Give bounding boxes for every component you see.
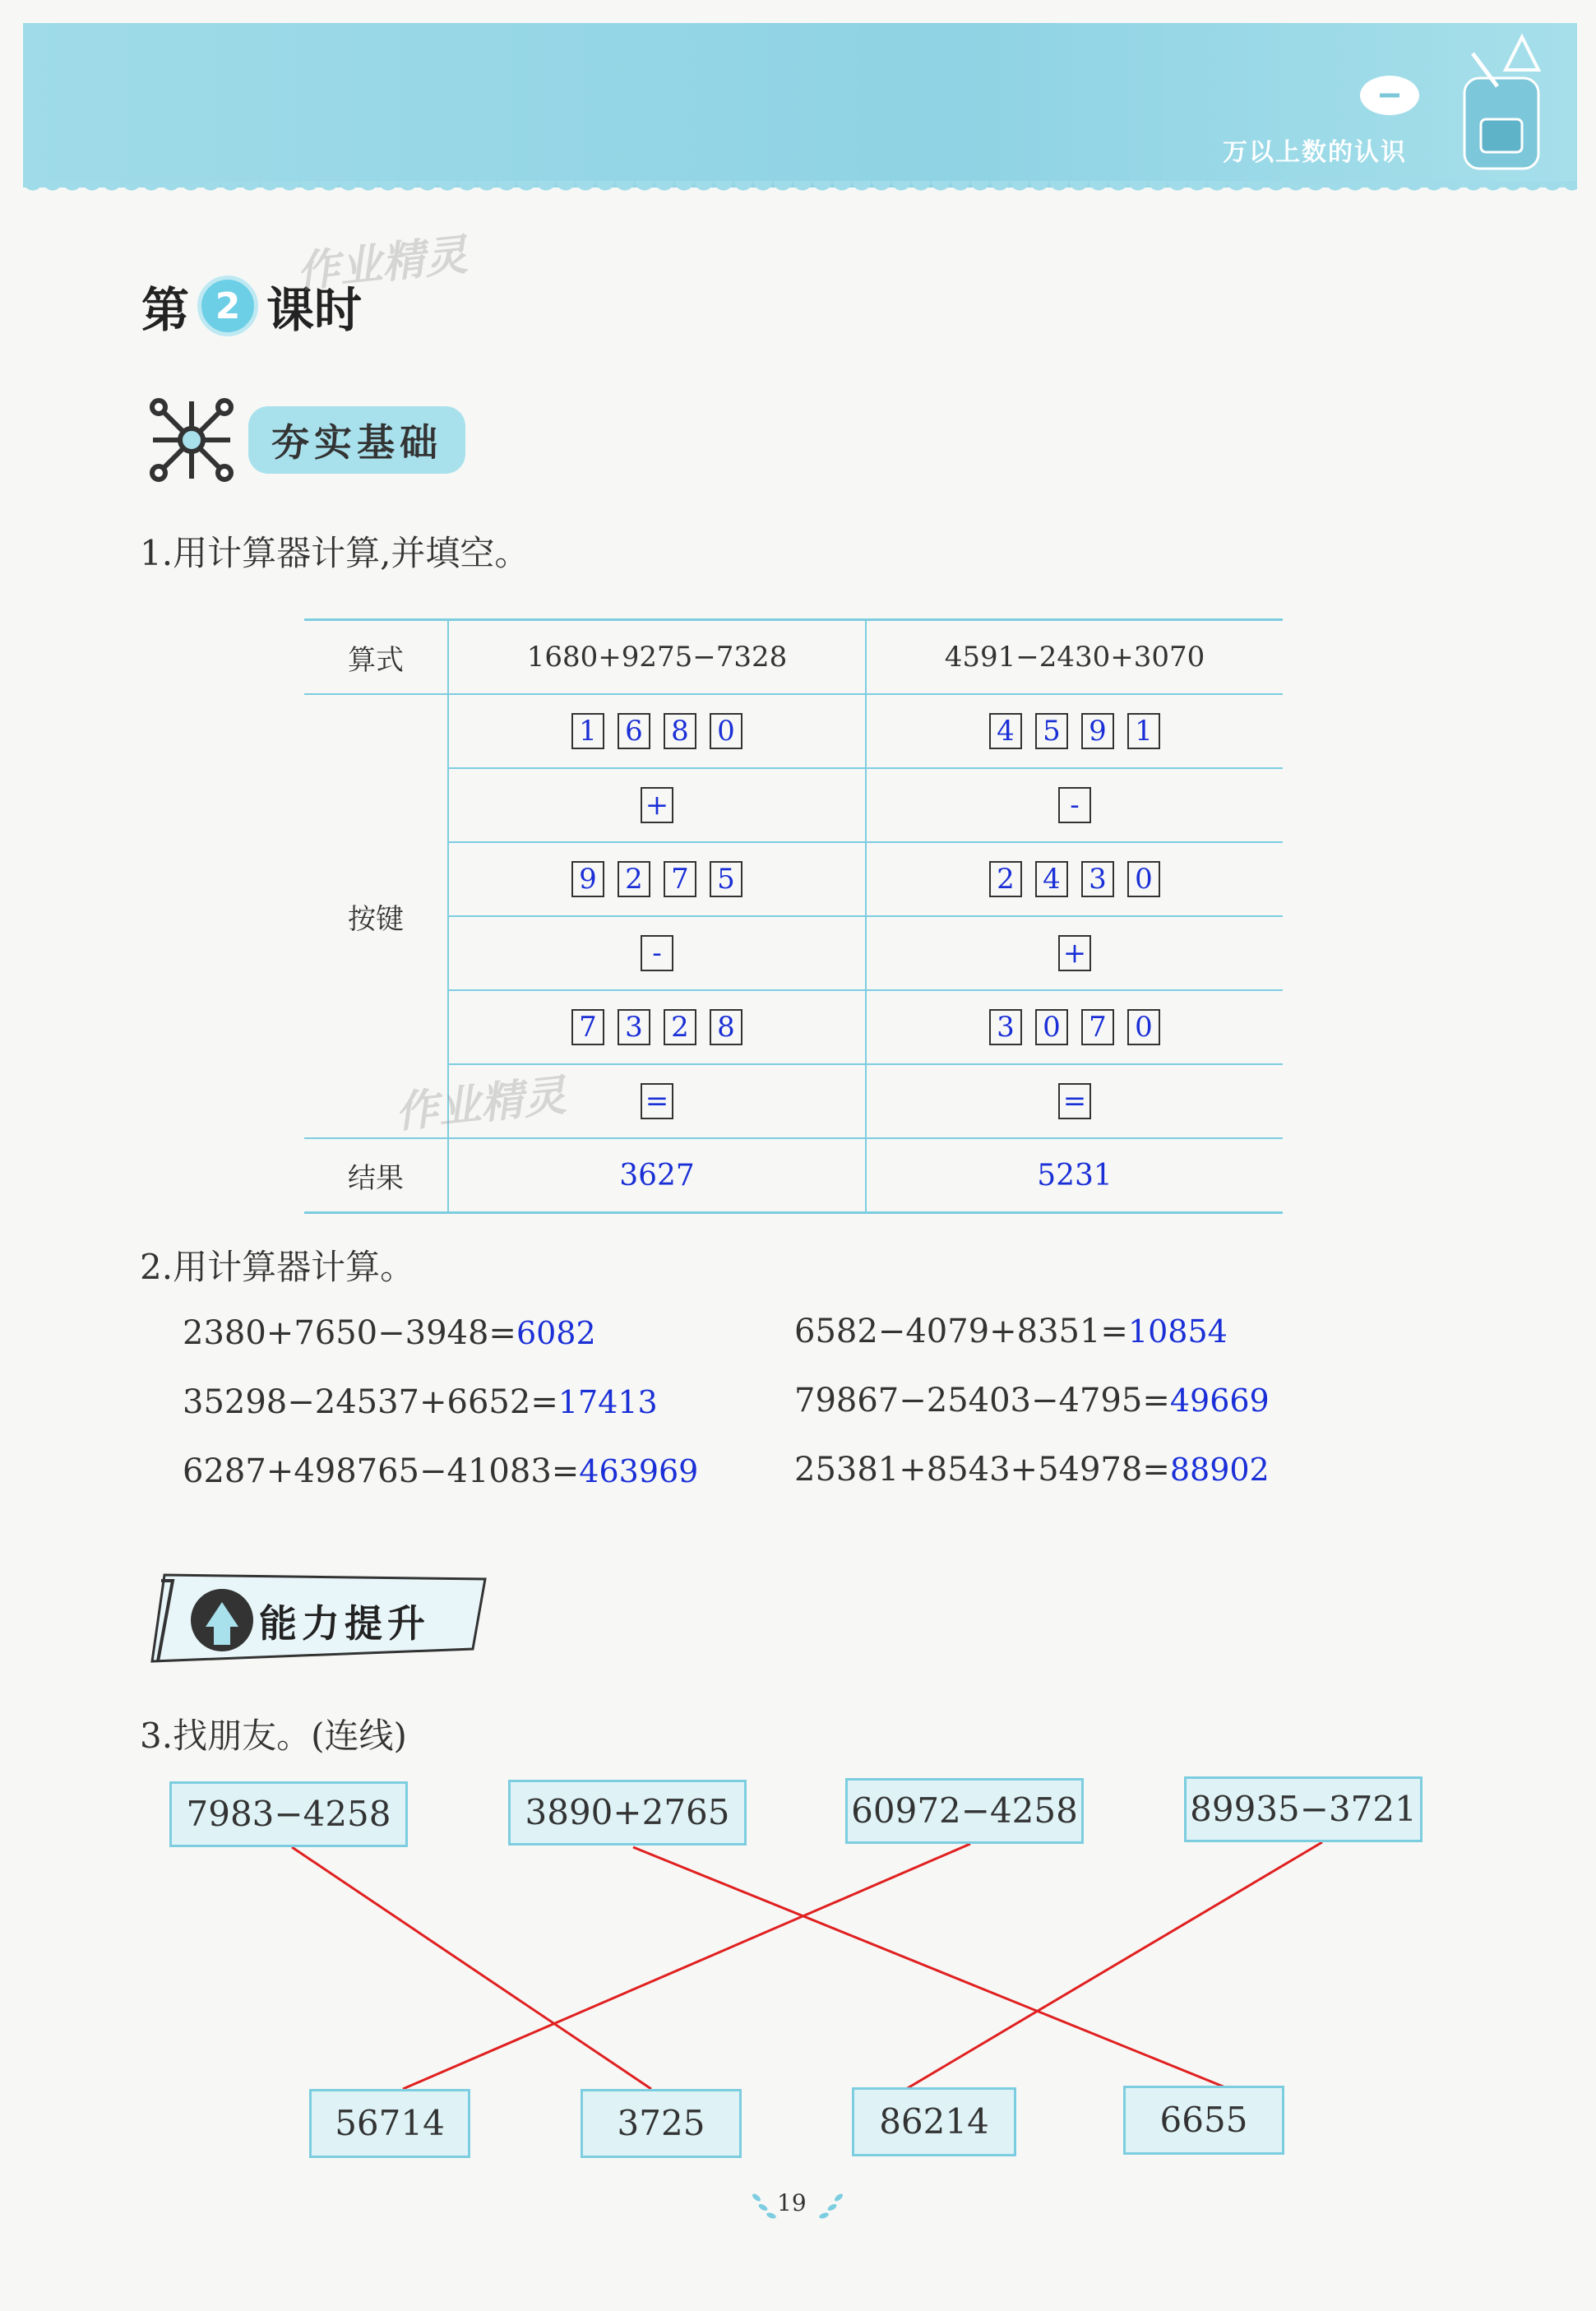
- equation-answer: 88902: [1169, 1452, 1270, 1488]
- row-label-result: 结果: [304, 1138, 448, 1213]
- formula-cell: 4591−2430+3070: [866, 620, 1283, 695]
- chapter-title: 万以上数的认识: [1223, 138, 1407, 167]
- key-box: -: [641, 935, 673, 971]
- key-box: 2: [989, 861, 1022, 897]
- key-box: 3: [618, 1009, 650, 1045]
- equation-answer: 10854: [1127, 1313, 1228, 1350]
- match-box-top[interactable]: 89935−3721: [1184, 1776, 1423, 1842]
- key-box: 8: [664, 713, 696, 749]
- watermark: 作业精灵: [294, 230, 470, 298]
- equation-answer: 463969: [579, 1453, 699, 1489]
- section-title: 能力提升: [259, 1601, 430, 1646]
- key-box: 6: [618, 713, 650, 749]
- row-label-keys: 按键: [304, 694, 448, 1138]
- equation-expr: 6287+498765−41083=: [183, 1452, 580, 1490]
- match-box-bottom[interactable]: 6655: [1123, 2086, 1284, 2155]
- key-box: 0: [1127, 1009, 1160, 1045]
- key-box: 0: [1035, 1009, 1068, 1045]
- equation-expr: 79867−25403−4795=: [794, 1382, 1170, 1419]
- lesson-prefix: 第: [141, 282, 190, 338]
- match-box-bottom[interactable]: 3725: [581, 2089, 742, 2158]
- key-box: +: [1058, 935, 1091, 971]
- key-box: =: [641, 1083, 673, 1119]
- key-box: 7: [664, 861, 696, 897]
- equation-expr: 25381+8543+54978=: [794, 1451, 1170, 1489]
- question-1-prompt: 1.用计算器计算,并填空。: [140, 533, 530, 573]
- question-2-prompt: 2.用计算器计算。: [140, 1247, 415, 1287]
- formula-cell: 1680+9275−7328: [448, 620, 866, 695]
- key-box: 9: [1081, 713, 1114, 749]
- equation-answer: 17413: [557, 1384, 658, 1420]
- key-box: -: [1058, 787, 1091, 823]
- key-box: 7: [1081, 1009, 1114, 1045]
- key-box: 4: [1035, 861, 1068, 897]
- key-box: 8: [710, 1009, 742, 1045]
- match-box-top[interactable]: 3890+2765: [508, 1780, 747, 1846]
- watermark: 作业精灵: [393, 1071, 569, 1138]
- question-3-prompt: 3.找朋友。(连线): [140, 1716, 407, 1756]
- key-box: 0: [1127, 861, 1160, 897]
- result-cell: 5231: [866, 1138, 1283, 1213]
- row-label-formula: 算式: [304, 620, 448, 695]
- key-box: 7: [571, 1009, 604, 1045]
- key-box: +: [641, 787, 673, 823]
- key-box: 5: [1035, 713, 1068, 749]
- equation-expr: 2380+7650−3948=: [183, 1314, 516, 1352]
- key-box: 3: [1081, 861, 1114, 897]
- match-line: [292, 1847, 651, 2089]
- key-box: 1: [1127, 713, 1160, 749]
- equation-expr: 6582−4079+8351=: [794, 1313, 1128, 1350]
- lesson-suffix: 课时: [266, 282, 363, 338]
- key-box: 5: [710, 861, 742, 897]
- key-box: 4: [989, 713, 1022, 749]
- match-box-bottom[interactable]: 86214: [852, 2087, 1016, 2156]
- match-line: [906, 1842, 1322, 2089]
- key-box: 3: [989, 1009, 1022, 1045]
- key-box: 2: [618, 861, 650, 897]
- page-number: 19: [777, 2189, 807, 2216]
- key-box: 2: [664, 1009, 696, 1045]
- key-box: 9: [571, 861, 604, 897]
- match-line: [403, 1844, 970, 2089]
- match-box-top[interactable]: 60972−4258: [845, 1778, 1084, 1844]
- section-title: 夯实基础: [248, 406, 465, 474]
- key-box: 0: [710, 713, 742, 749]
- key-box: 1: [571, 713, 604, 749]
- match-line: [633, 1847, 1225, 2087]
- equation-expr: 35298−24537+6652=: [183, 1383, 558, 1421]
- match-box-top[interactable]: 7983−4258: [169, 1781, 408, 1847]
- equation-answer: 49669: [1169, 1382, 1270, 1419]
- lesson-number-badge: 2: [197, 276, 258, 336]
- key-box: =: [1058, 1083, 1091, 1119]
- match-box-bottom[interactable]: 56714: [309, 2089, 470, 2158]
- result-cell: 3627: [448, 1138, 866, 1213]
- equation-answer: 6082: [516, 1315, 596, 1351]
